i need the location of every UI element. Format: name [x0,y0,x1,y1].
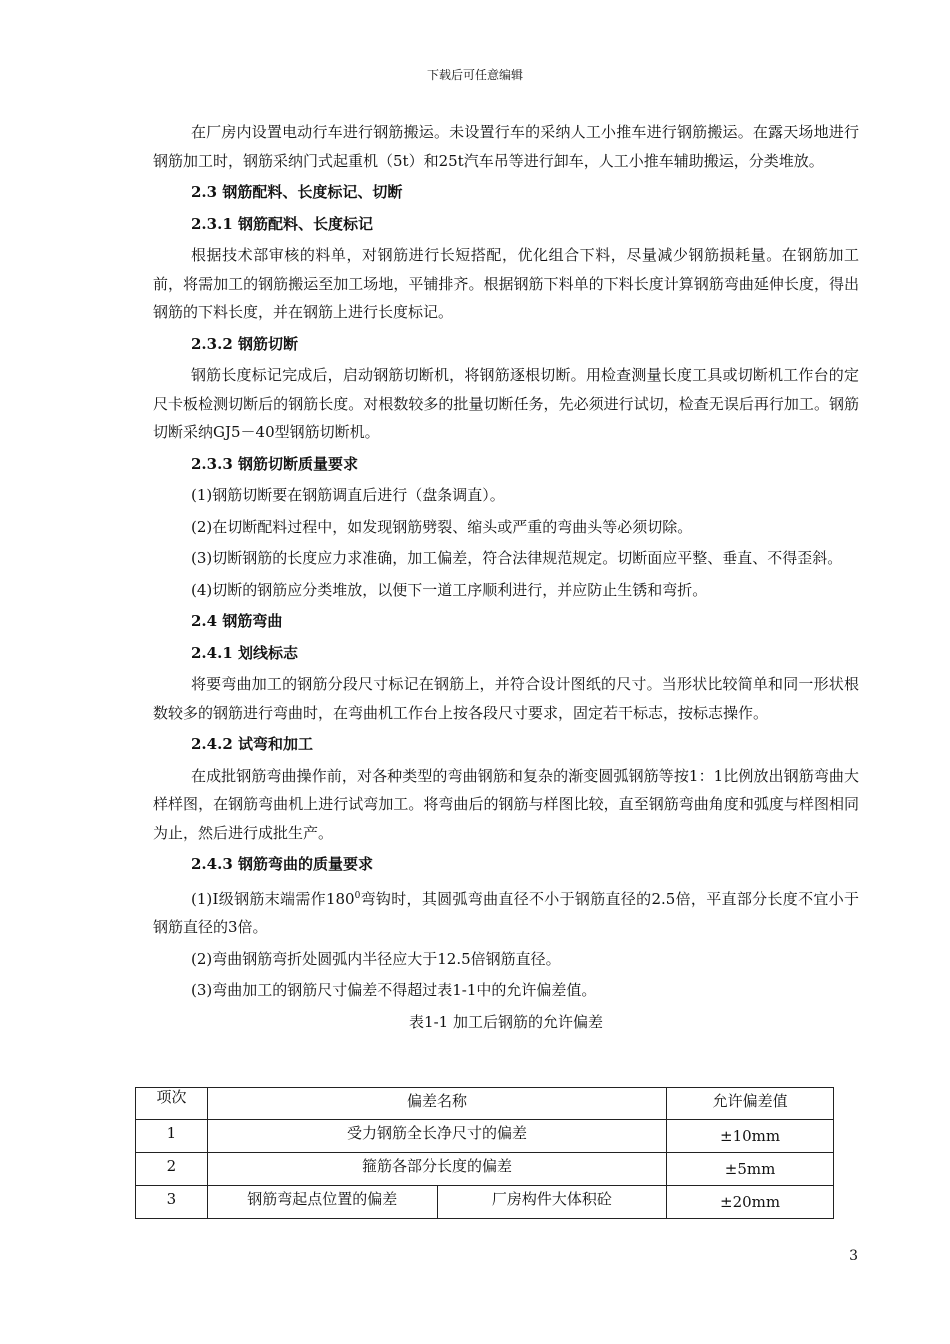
requirement-item: (2)弯曲钢筋弯折处圆弧内半径应大于12.5倍钢筋直径。 [191,949,561,968]
table-caption: 表1-1 加工后钢筋的允许偏差 [409,1012,603,1031]
section-heading: 2.3.2 钢筋切断 [191,334,298,353]
section-heading: 2.4.3 钢筋弯曲的质量要求 [191,855,373,873]
paragraph: (1)钢筋切断要在钢筋调直后进行（盘条调直）。 [191,486,505,504]
requirement-item: (3)弯曲加工的钢筋尺寸偏差不得超过表1-1中的允许偏差值。 [191,981,597,999]
paragraph: 在成批钢筋弯曲操作前，对各种类型的弯曲钢筋和复杂的渐变圆弧钢筋等按1：1比例放出钢筋弯曲大样样图，在钢筋弯曲机上进行试弯加工。将弯曲后的钢筋与样图比较，直至钢筋弯曲角度和弧度与样图相同为止，然后进行成批生产。 [153,766,859,842]
paragraph: 将要弯曲加工的钢筋分段尺寸标记在钢筋上，并符合设计图纸的尺寸。当形状比较简单和同一形状根数较多的钢筋进行弯曲时，在弯曲机工作台上按各段尺寸要求，固定若干标志，按标志操作。 [153,675,859,722]
table-row [136,1186,834,1219]
table-cell: 2 [136,1153,208,1186]
table-row [136,1153,834,1186]
page-header: 下载后可任意编辑 [426,68,523,82]
table-cell: ±20mm [667,1186,834,1219]
req1-text-cont: 弯钩时，其圆弧弯曲直径不小于钢筋直径的2.5倍，平直部分长度不宜小于钢筋直径的3倍。 [153,889,860,936]
table-cell: 箍筋各部分长度的偏差 [207,1153,666,1186]
section-heading: 2.4.1 划线标志 [191,643,298,662]
section-heading: 2.3.1 钢筋配料、长度标记 [191,214,373,233]
table-cell: 3 [136,1186,208,1219]
paragraph: 根据技术部审核的料单，对钢筋进行长短搭配，优化组合下料，尽量减少钢筋损耗量。在钢筋加工前，将需加工的钢筋搬运至加工场地，平铺排齐。根据钢筋下料单的下料长度计算钢筋弯曲延伸长度，得出钢筋的下料长度，并在钢筋上进行长度标记。 [153,246,859,321]
paragraph: (4)切断的钢筋应分类堆放，以便下一道工序顺利进行，并应防止生锈和弯折。 [191,580,708,599]
section-heading: 2.3 钢筋配料、长度标记、切断 [191,183,403,201]
header-cell: 允许偏差值 [667,1088,834,1120]
text-blocks [153,118,859,879]
table-cell: 厂房构件大体积砼 [437,1186,667,1219]
table-cell: 受力钢筋全长净尺寸的偏差 [207,1120,666,1153]
table-cell: ±10mm [667,1120,834,1153]
page-number: 3 [849,1248,858,1264]
req1-text: (1)Ⅰ级钢筋末端需作180 [191,889,355,908]
header-cell: 项次 [136,1088,208,1120]
paragraph: 在厂房内设置电动行车进行钢筋搬运。未设置行车的采纳人工小推车进行钢筋搬运。在露天场地进行钢筋加工时，钢筋采纳门式起重机（5t）和25t汽车吊等进行卸车，人工小推车辅助搬运，分类堆放。 [153,123,859,170]
table-cell: 1 [136,1120,208,1153]
paragraph: (2)在切断配料过程中，如发现钢筋劈裂、缩头或严重的弯曲头等必须切除。 [191,517,693,536]
table-cell: 钢筋弯起点位置的偏差 [207,1186,437,1219]
section-heading: 2.3.3 钢筋切断质量要求 [191,454,358,473]
table-row [136,1120,834,1153]
degree-superscript: 0 [354,890,361,901]
document-body [153,118,859,1044]
paragraph: (3)切断钢筋的长度应力求准确，加工偏差，符合法律规范规定。切断面应平整、垂直、不得歪斜。 [191,549,843,567]
section-heading: 2.4.2 试弯和加工 [191,735,313,753]
table-header-row [136,1088,834,1120]
tolerance-table [135,1087,834,1219]
header-cell: 偏差名称 [207,1088,666,1120]
paragraph: 钢筋长度标记完成后，启动钢筋切断机，将钢筋逐根切断。用检查测量长度工具或切断机工作台的定尺卡板检测切断后的钢筋长度。对根数较多的批量切断任务，先必须进行试切，检查无误后再行加工。钢筋切断采纳GJ5－40型钢筋切断机。 [153,366,859,441]
requirement-item [153,882,859,942]
table-cell: ±5mm [667,1153,834,1186]
section-heading: 2.4 钢筋弯曲 [191,612,283,630]
